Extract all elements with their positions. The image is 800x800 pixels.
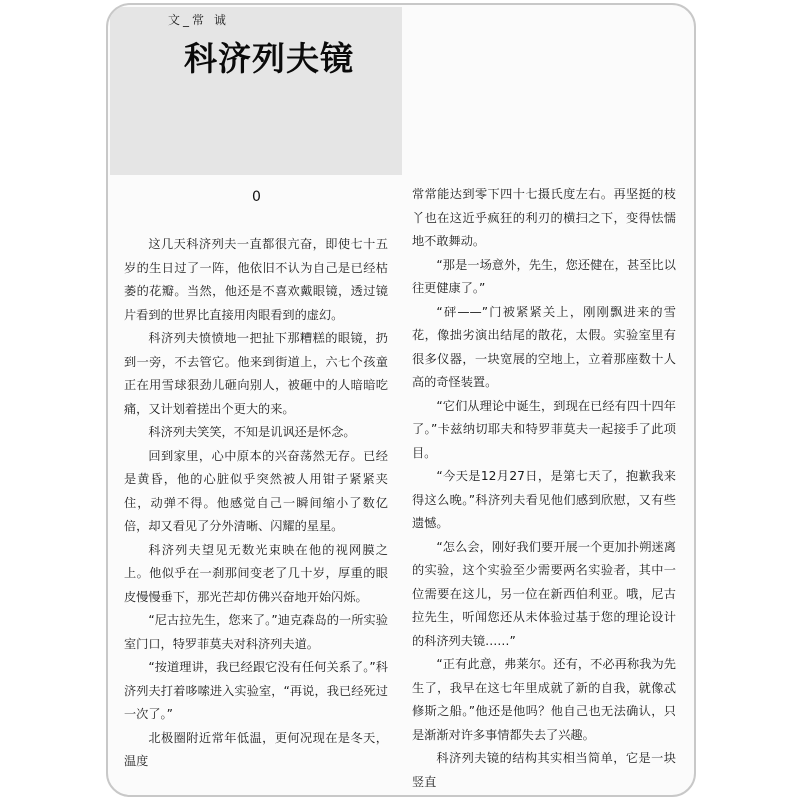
paragraph: “尼古拉先生，您来了。”迪克森岛的一所实验室门口，特罗菲莫夫对科济列夫道。 (124, 613, 388, 651)
paragraph: “按道理讲，我已经跟它没有任何关系了。”科济列夫打着哆嗦进入实验室，“再说，我已经死过一次了。” (124, 660, 388, 721)
paragraph: 科济列夫镜的结构其实相当简单，它是一块竖直 (412, 751, 676, 789)
section-number: 0 (252, 189, 261, 205)
article-title: 科济列夫镜 (184, 39, 354, 78)
paragraph-continuation: 常常能达到零下四十七摄氏度左右。再坚挺的枝丫也在这近乎疯狂的利刃的横扫之下，变得怯懦地不敢舞动。 (412, 187, 676, 248)
left-text-column (124, 233, 388, 774)
paragraph: “它们从理论中诞生，到现在已经有四十四年了。”卡兹纳切耶夫和特罗菲莫夫一起接手了此项目。 (412, 398, 676, 460)
paragraph: “砰——”门被紧紧关上，刚刚飘进来的雪花，像拙劣演出结尾的散花，太假。实验室里有很多仪器，一块宽展的空地上，立着那座数十人高的奇怪装置。 (412, 304, 676, 389)
paragraph: “怎么会，刚好我们要开展一个更加扑朔迷离的实验，这个实验至少需要两名实验者，其中一位需要在这儿，另一位在新西伯利亚。哦，尼古拉先生，听闻您还从未体验过基于您的理论设计的科济列夫镜……” (412, 539, 676, 648)
paragraph: 科济列夫望见无数光束映在他的视网膜之上。他似乎在一刹那间变老了几十岁，厚重的眼皮慢慢垂下，那光芒却仿佛兴奋地开始闪烁。 (124, 542, 388, 604)
right-text-column (412, 183, 676, 794)
paragraph: 科济列夫笑笑，不知是讥讽还是怀念。 (148, 425, 356, 439)
paragraph: 北极圈附近常年低温，更何况现在是冬天，温度 (124, 730, 388, 768)
paragraph: 这几天科济列夫一直都很亢奋，即使七十五岁的生日过了一阵，他依旧不认为自己是已经枯萎的花瓣。当然，他还是不喜欢戴眼镜，透过镜片看到的世界比直接用肉眼看到的虚幻。 (124, 237, 388, 322)
paragraph: “今天是12月27日，是第七天了，抱歉我来得这么晚。”科济列夫看见他们感到欣慰，又有些遗憾。 (412, 469, 676, 530)
paragraph: 回到家里，心中原本的兴奋荡然无存。已经是黄昏，他的心脏似乎突然被人用钳子紧紧夹住，动弹不得。他感觉自己一瞬间缩小了数亿倍，却又看见了分外清晰、闪耀的星星。 (124, 448, 388, 533)
paragraph: 科济列夫愤愤地一把扯下那糟糕的眼镜，扔到一旁，不去管它。他来到街道上，六七个孩童正在用雪球狠劲儿砸向别人，被砸中的人暗暗吃痛，又计划着搓出个更大的来。 (124, 331, 388, 416)
book-page (106, 3, 696, 797)
paragraph: “那是一场意外，先生，您还健在，甚至比以往更健康了。” (412, 257, 676, 295)
author-byline: 文_常 诚 (168, 13, 229, 27)
paragraph: “正有此意，弗莱尔。还有，不必再称我为先生了，我早在这七年里成就了新的自我，就像忒修斯之船。”他还是他吗？他自己也无法确认，只是渐渐对许多事情都失去了兴趣。 (412, 657, 676, 742)
